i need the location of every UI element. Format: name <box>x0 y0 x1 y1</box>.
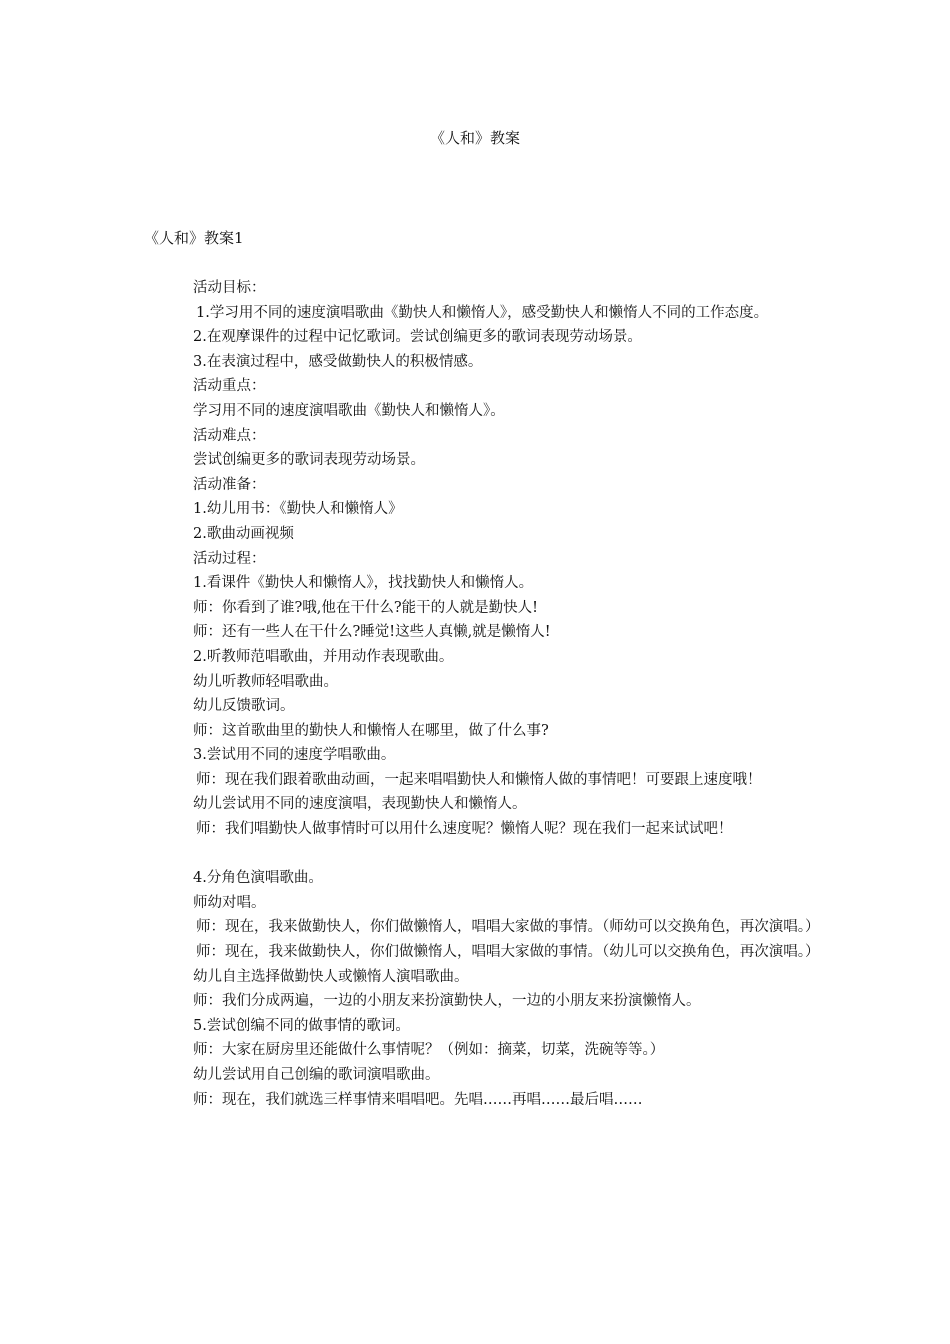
document-body <box>144 276 819 1112</box>
paragraph: 活动准备： <box>193 476 266 493</box>
paragraph: 活动难点： <box>193 427 266 444</box>
paragraph: 4.分角色演唱歌曲。 <box>193 870 323 887</box>
paragraph: 师：我们唱勤快人做事情时可以用什么速度呢？懒惰人呢？现在我们一起来试试吧！ <box>196 821 733 838</box>
paragraph: 师：我们分成两遍，一边的小朋友来扮演勤快人，一边的小朋友来扮演懒惰人。 <box>193 993 701 1010</box>
section-title: 《人和》教案1 <box>144 229 244 247</box>
paragraph: 幼儿听教师轻唱歌曲。 <box>193 673 338 690</box>
paragraph: 活动过程： <box>193 550 266 567</box>
paragraph: 师：你看到了谁?哦,他在干什么?能干的人就是勤快人! <box>193 599 538 616</box>
paragraph: 幼儿尝试用不同的速度演唱，表现勤快人和懒惰人。 <box>193 796 527 813</box>
paragraph: 学习用不同的速度演唱歌曲《勤快人和懒惰人》。 <box>193 402 505 419</box>
paragraph: 幼儿尝试用自己创编的歌词演唱歌曲。 <box>193 1067 440 1083</box>
paragraph: 3.在表演过程中，感受做勤快人的积极情感。 <box>193 353 483 370</box>
paragraph: 师：现在我们跟着歌曲动画，一起来唱唱勤快人和懒惰人做的事情吧！可要跟上速度哦！ <box>196 771 762 788</box>
paragraph: 师：现在，我们就选三样事情来唱唱吧。先唱……再唱……最后唱…… <box>193 1091 643 1108</box>
paragraph: 1.学习用不同的速度演唱歌曲《勤快人和懒惰人》，感受勤快人和懒惰人不同的工作态度。 <box>196 304 769 321</box>
paragraph: 师：这首歌曲里的勤快人和懒惰人在哪里，做了什么事? <box>193 722 549 739</box>
paragraph: 1.幼儿用书：《勤快人和懒惰人》 <box>193 501 403 518</box>
paragraph: 活动重点： <box>193 378 266 395</box>
paragraph: 2.歌曲动画视频 <box>193 525 294 542</box>
paragraph: 师：现在，我来做勤快人，你们做懒惰人，唱唱大家做的事情。（幼儿可以交换角色，再次演唱。） <box>196 944 820 961</box>
paragraph: 1.看课件《勤快人和懒惰人》，找找勤快人和懒惰人。 <box>193 575 534 592</box>
paragraph: 3.尝试用不同的速度学唱歌曲。 <box>193 747 396 764</box>
paragraph: 5.尝试创编不同的做事情的歌词。 <box>193 1017 410 1034</box>
document-title: 《人和》教案 <box>429 129 520 147</box>
paragraph: 活动目标： <box>193 280 266 296</box>
paragraph: 师：大家在厨房里还能做什么事情呢？（例如：摘菜，切菜，洗碗等等。） <box>193 1042 665 1059</box>
paragraph: 2.在观摩课件的过程中记忆歌词。尝试创编更多的歌词表现劳动场景。 <box>193 329 642 346</box>
paragraph: 师：还有一些人在干什么?睡觉!这些人真懒,就是懒惰人! <box>193 624 551 641</box>
paragraph: 师幼对唱。 <box>193 894 266 911</box>
paragraph: 2.听教师范唱歌曲，并用动作表现歌曲。 <box>193 648 454 665</box>
paragraph: 幼儿反馈歌词。 <box>193 698 295 715</box>
paragraph: 幼儿自主选择做勤快人或懒惰人演唱歌曲。 <box>193 968 469 985</box>
paragraph: 师：现在，我来做勤快人，你们做懒惰人，唱唱大家做的事情。（师幼可以交换角色，再次演唱。） <box>196 919 820 936</box>
paragraph: 尝试创编更多的歌词表现劳动场景。 <box>193 452 425 469</box>
